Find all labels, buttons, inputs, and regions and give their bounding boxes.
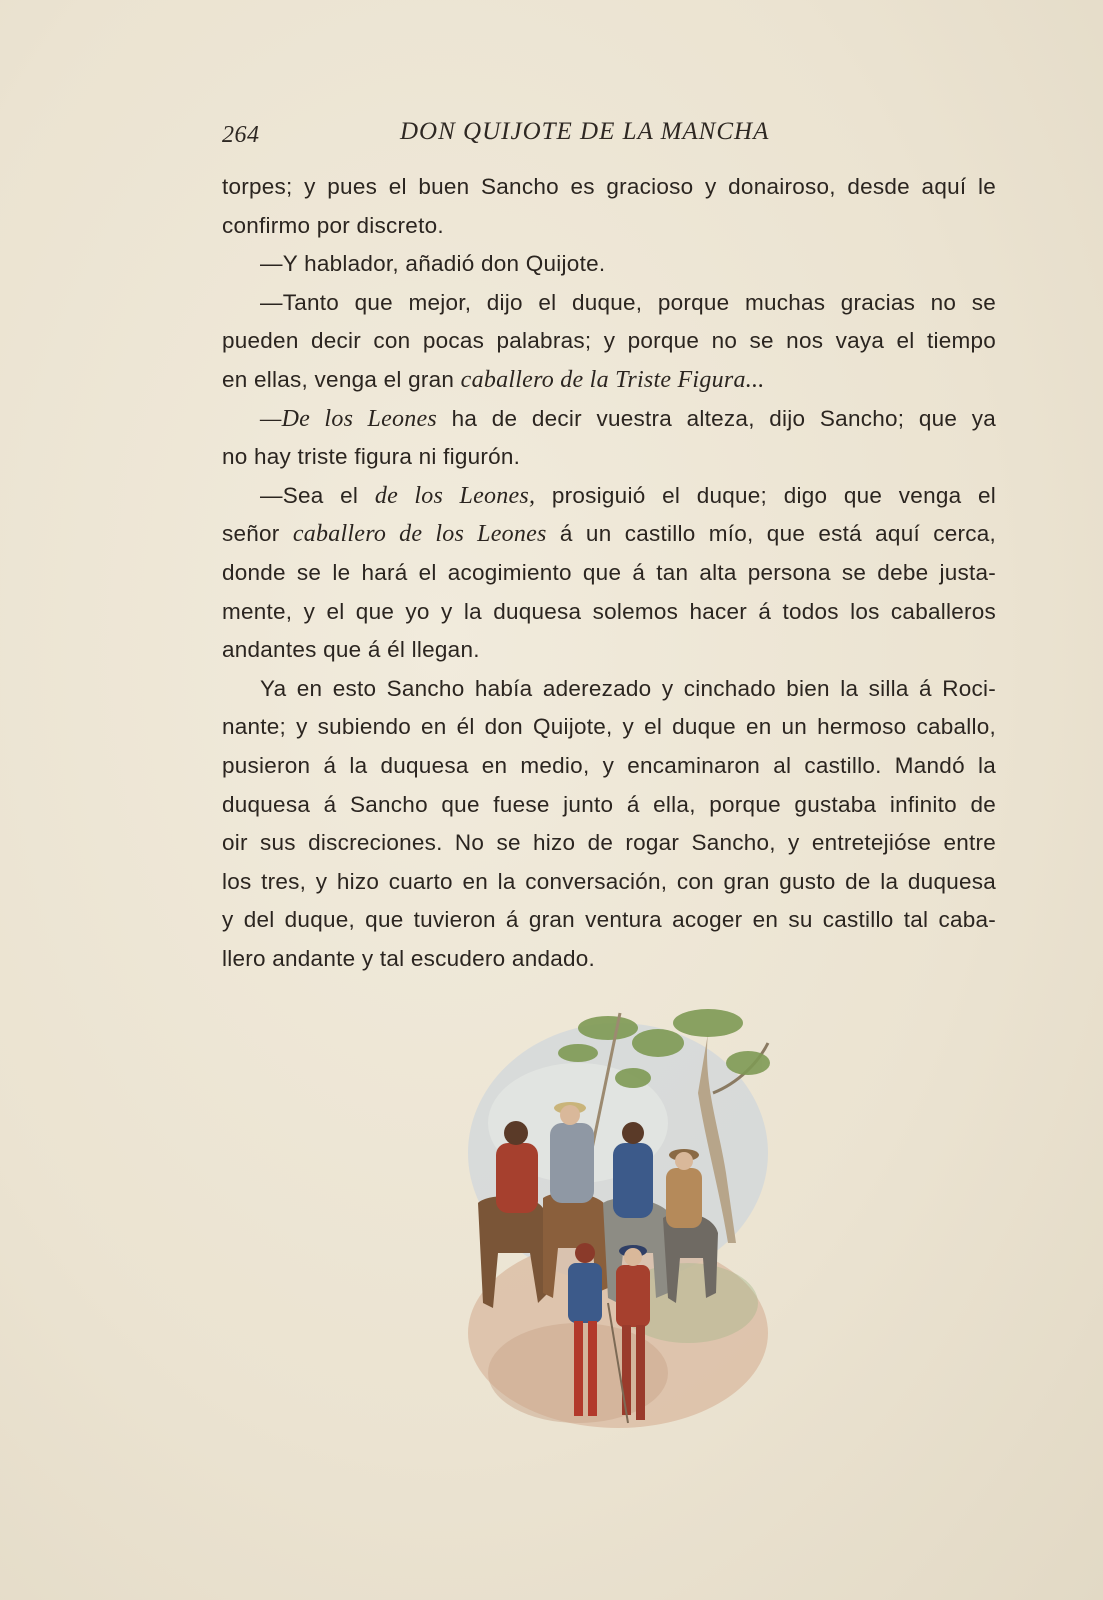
text-line	[222, 322, 996, 361]
text-line	[222, 863, 996, 902]
text-segment: señor	[222, 521, 293, 547]
text-segment: los tres, y hizo cuarto en la conversación, con gran gusto de la duquesa	[222, 868, 996, 894]
text-segment: —Tanto que mejor, dijo el duque, porque muchas gracias no se	[260, 289, 996, 315]
riders-illustration	[458, 1003, 776, 1443]
text-line	[222, 245, 996, 284]
running-header	[222, 118, 992, 158]
italic-text: caballero de la Triste Figura...	[460, 366, 765, 393]
text-segment: Ya en esto Sancho había aderezado y cinchado bien la silla á Roci-	[260, 675, 996, 701]
text-segment: en ellas, venga el gran	[222, 366, 461, 392]
italic-text: de los Leones,	[374, 482, 536, 509]
text-segment: —Sea el	[260, 482, 375, 508]
text-line	[222, 940, 996, 979]
text-segment: llero andante y tal escudero andado.	[222, 945, 596, 971]
text-segment: torpes; y pues el buen Sancho es gracioso y donairoso, desde aquí le	[222, 174, 996, 199]
text-line	[222, 361, 996, 400]
text-line	[222, 207, 996, 246]
text-segment: oir sus discreciones. No se hizo de rogar Sancho, y entretejióse entre	[222, 830, 996, 856]
text-line	[222, 400, 996, 439]
text-segment: andantes que á él llegan.	[222, 637, 480, 663]
text-segment: á un castillo mío, que está aquí cerca,	[546, 521, 996, 547]
text-line	[222, 554, 996, 593]
page-number: 264	[222, 122, 260, 148]
text-line	[222, 593, 996, 632]
italic-text: caballero de los Leones	[292, 521, 547, 548]
text-segment: no hay triste figura ni figurón.	[222, 444, 521, 470]
text-line	[222, 168, 996, 207]
text-segment: confirmo por discreto.	[222, 212, 444, 238]
text-line	[222, 284, 996, 323]
text-line	[222, 708, 996, 747]
text-line	[222, 438, 996, 477]
text-line	[222, 824, 996, 863]
italic-text: —De los Leones	[260, 405, 438, 432]
text-line	[222, 477, 996, 516]
text-line	[222, 747, 996, 786]
text-segment: —Y hablador, añadió don Quijote.	[260, 251, 606, 277]
text-segment: y del duque, que tuvieron á gran ventura acoger en su castillo tal caba-	[222, 907, 996, 933]
text-line	[222, 515, 996, 554]
text-segment: nante; y subiendo en él don Quijote, y el duque en un hermoso caballo,	[222, 714, 996, 740]
text-segment: ha de decir vuestra alteza, dijo Sancho; que ya	[437, 405, 996, 431]
text-line	[222, 631, 996, 670]
text-line	[222, 670, 996, 709]
text-line	[222, 901, 996, 940]
text-line	[222, 786, 996, 825]
text-segment: mente, y el que yo y la duquesa solemos hacer á todos los caballeros	[222, 598, 996, 624]
text-segment: pueden decir con pocas palabras; y porque no se nos vaya el tiempo	[222, 328, 996, 354]
text-segment: donde se le hará el acogimiento que á tan alta persona se debe justa-	[222, 559, 996, 585]
text-segment: pusieron á la duquesa en medio, y encaminaron al castillo. Mandó la	[222, 752, 996, 778]
text-segment: prosiguió el duque; digo que venga el	[535, 482, 997, 508]
running-title: DON QUIJOTE DE LA MANCHA	[400, 118, 770, 145]
text-segment: duquesa á Sancho que fuese junto á ella, porque gustaba infinito de	[222, 791, 996, 817]
body-text	[222, 168, 996, 978]
